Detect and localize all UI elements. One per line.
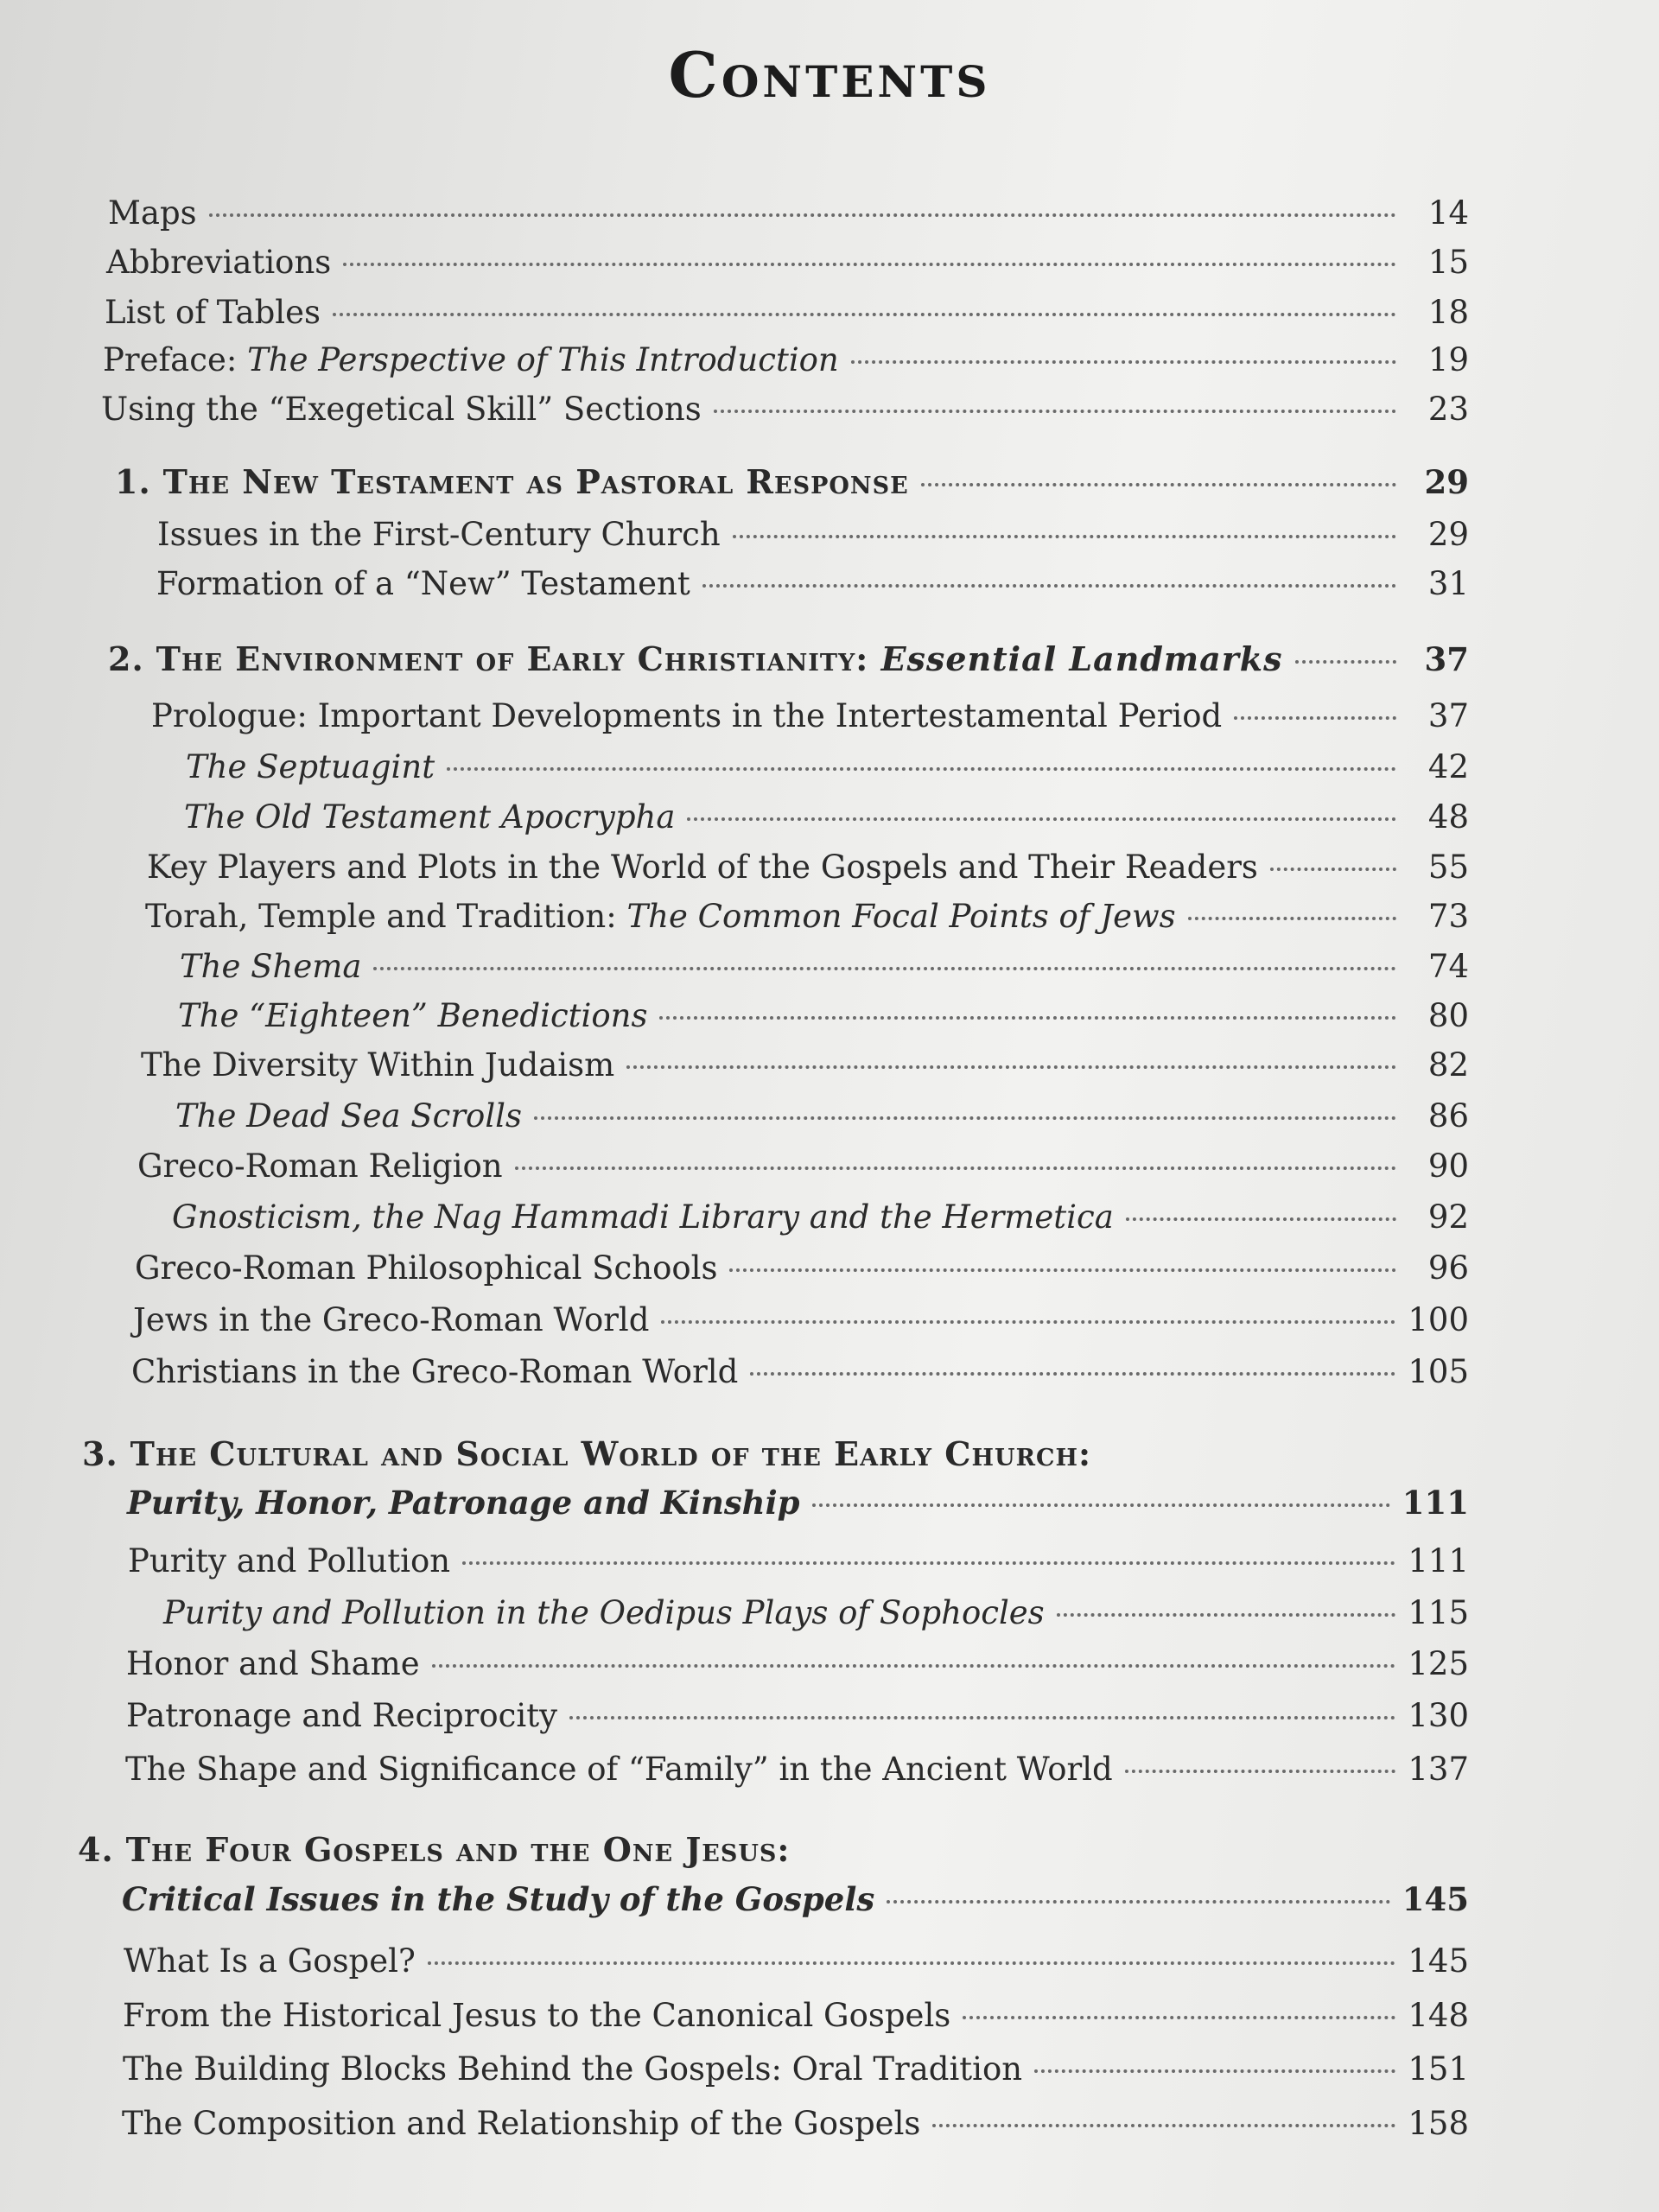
- chapter-3-subtitle[interactable]: Purity, Honor, Patronage and Kinship 111: [127, 1484, 1469, 1522]
- chapter-number: 3.: [82, 1434, 118, 1473]
- chapter-number: 4.: [78, 1830, 114, 1869]
- entry-label: Maps: [108, 194, 197, 232]
- toc-entry[interactable]: Torah, Temple and Tradition: The Common Focal Points of Jews 73: [145, 898, 1469, 935]
- page-number: 111: [1402, 1484, 1469, 1522]
- page-number: 18: [1427, 294, 1469, 331]
- toc-entry-exegetical-skill[interactable]: [101, 391, 1469, 428]
- chapter-1-heading[interactable]: [115, 462, 1469, 501]
- page-title: Contents: [668, 38, 991, 111]
- chapter-number: 1.: [115, 462, 151, 501]
- page-number: 29: [1424, 463, 1469, 501]
- page-number: 37: [1424, 640, 1469, 678]
- entry-label: Using the “Exegetical Skill” Sections: [101, 391, 702, 428]
- toc-entry[interactable]: Formation of a “New” Testament 31: [156, 565, 1469, 602]
- toc-subentry[interactable]: Purity and Pollution in the Oedipus Plays of Sophocles 115: [163, 1594, 1469, 1631]
- page-number: 23: [1427, 391, 1469, 428]
- toc-entry[interactable]: The Composition and Relationship of the Gospels 158: [122, 2105, 1469, 2142]
- toc-entry[interactable]: Purity and Pollution 111: [128, 1542, 1469, 1580]
- toc-subentry[interactable]: The Dead Sea Scrolls 86: [175, 1097, 1469, 1135]
- toc-entry[interactable]: From the Historical Jesus to the Canonical Gospels 148: [123, 1997, 1469, 2034]
- toc-entry-abbreviations[interactable]: [106, 244, 1469, 281]
- toc-subentry[interactable]: The Shema 74: [180, 948, 1469, 985]
- chapter-title: The Four Gospels and the One Jesus:: [125, 1830, 791, 1869]
- chapter-number: 2.: [108, 639, 144, 678]
- toc-entry[interactable]: The Diversity Within Judaism 82: [141, 1046, 1469, 1084]
- toc-entry[interactable]: Jews in the Greco-Roman World 100: [133, 1301, 1469, 1338]
- toc-subentry[interactable]: The Septuagint 42: [186, 748, 1469, 785]
- toc-subentry[interactable]: Gnosticism, the Nag Hammadi Library and the Hermetica 92: [172, 1198, 1469, 1236]
- page-number: 15: [1427, 244, 1469, 281]
- toc-entry[interactable]: Key Players and Plots in the World of the Gospels and Their Readers 55: [147, 849, 1469, 886]
- toc-entry[interactable]: Greco-Roman Philosophical Schools 96: [135, 1249, 1469, 1287]
- chapter-title: The Environment of Early Christianity:: [156, 639, 881, 678]
- chapter-title: The Cultural and Social World of the Early Church:: [130, 1434, 1092, 1473]
- toc-entry[interactable]: Honor and Shame 125: [126, 1645, 1469, 1682]
- toc-entry-preface[interactable]: [103, 341, 1469, 378]
- toc-subentry[interactable]: The “Eighteen” Benedictions 80: [178, 997, 1469, 1034]
- toc-entry-list-of-tables[interactable]: [105, 294, 1469, 331]
- chapter-title: The New Testament as Pastoral Response: [162, 462, 909, 501]
- toc-entry[interactable]: What Is a Gospel? 145: [124, 1942, 1469, 1980]
- page-number: 14: [1427, 194, 1469, 232]
- toc-entry[interactable]: Issues in the First-Century Church 29: [157, 516, 1469, 553]
- page-number: 145: [1402, 1880, 1469, 1918]
- chapter-3-heading[interactable]: [82, 1434, 1091, 1473]
- entry-label: List of Tables: [105, 294, 321, 331]
- toc-subentry[interactable]: The Old Testament Apocrypha 48: [184, 798, 1469, 836]
- toc-entry[interactable]: Patronage and Reciprocity 130: [126, 1697, 1469, 1734]
- toc-entry-maps[interactable]: [108, 194, 1469, 232]
- page-number: 19: [1427, 341, 1469, 378]
- chapter-4-subtitle[interactable]: Critical Issues in the Study of the Gospels 145: [122, 1880, 1469, 1918]
- chapter-4-heading[interactable]: [78, 1830, 790, 1869]
- toc-entry[interactable]: The Building Blocks Behind the Gospels: Oral Tradition 151: [123, 2050, 1469, 2088]
- toc-entry[interactable]: Greco-Roman Religion 90: [137, 1147, 1469, 1185]
- toc-entry[interactable]: Christians in the Greco-Roman World 105: [131, 1353, 1469, 1390]
- toc-entry[interactable]: Prologue: Important Developments in the Intertestamental Period 37: [151, 697, 1469, 734]
- chapter-2-heading[interactable]: 2. The Environment of Early Christianity: Essential Landmarks 37: [108, 639, 1469, 678]
- toc-entry[interactable]: The Shape and Significance of “Family” in the Ancient World 137: [125, 1751, 1469, 1788]
- entry-label: Preface: The Perspective of This Introduction: [103, 341, 839, 378]
- entry-label: Abbreviations: [106, 244, 332, 281]
